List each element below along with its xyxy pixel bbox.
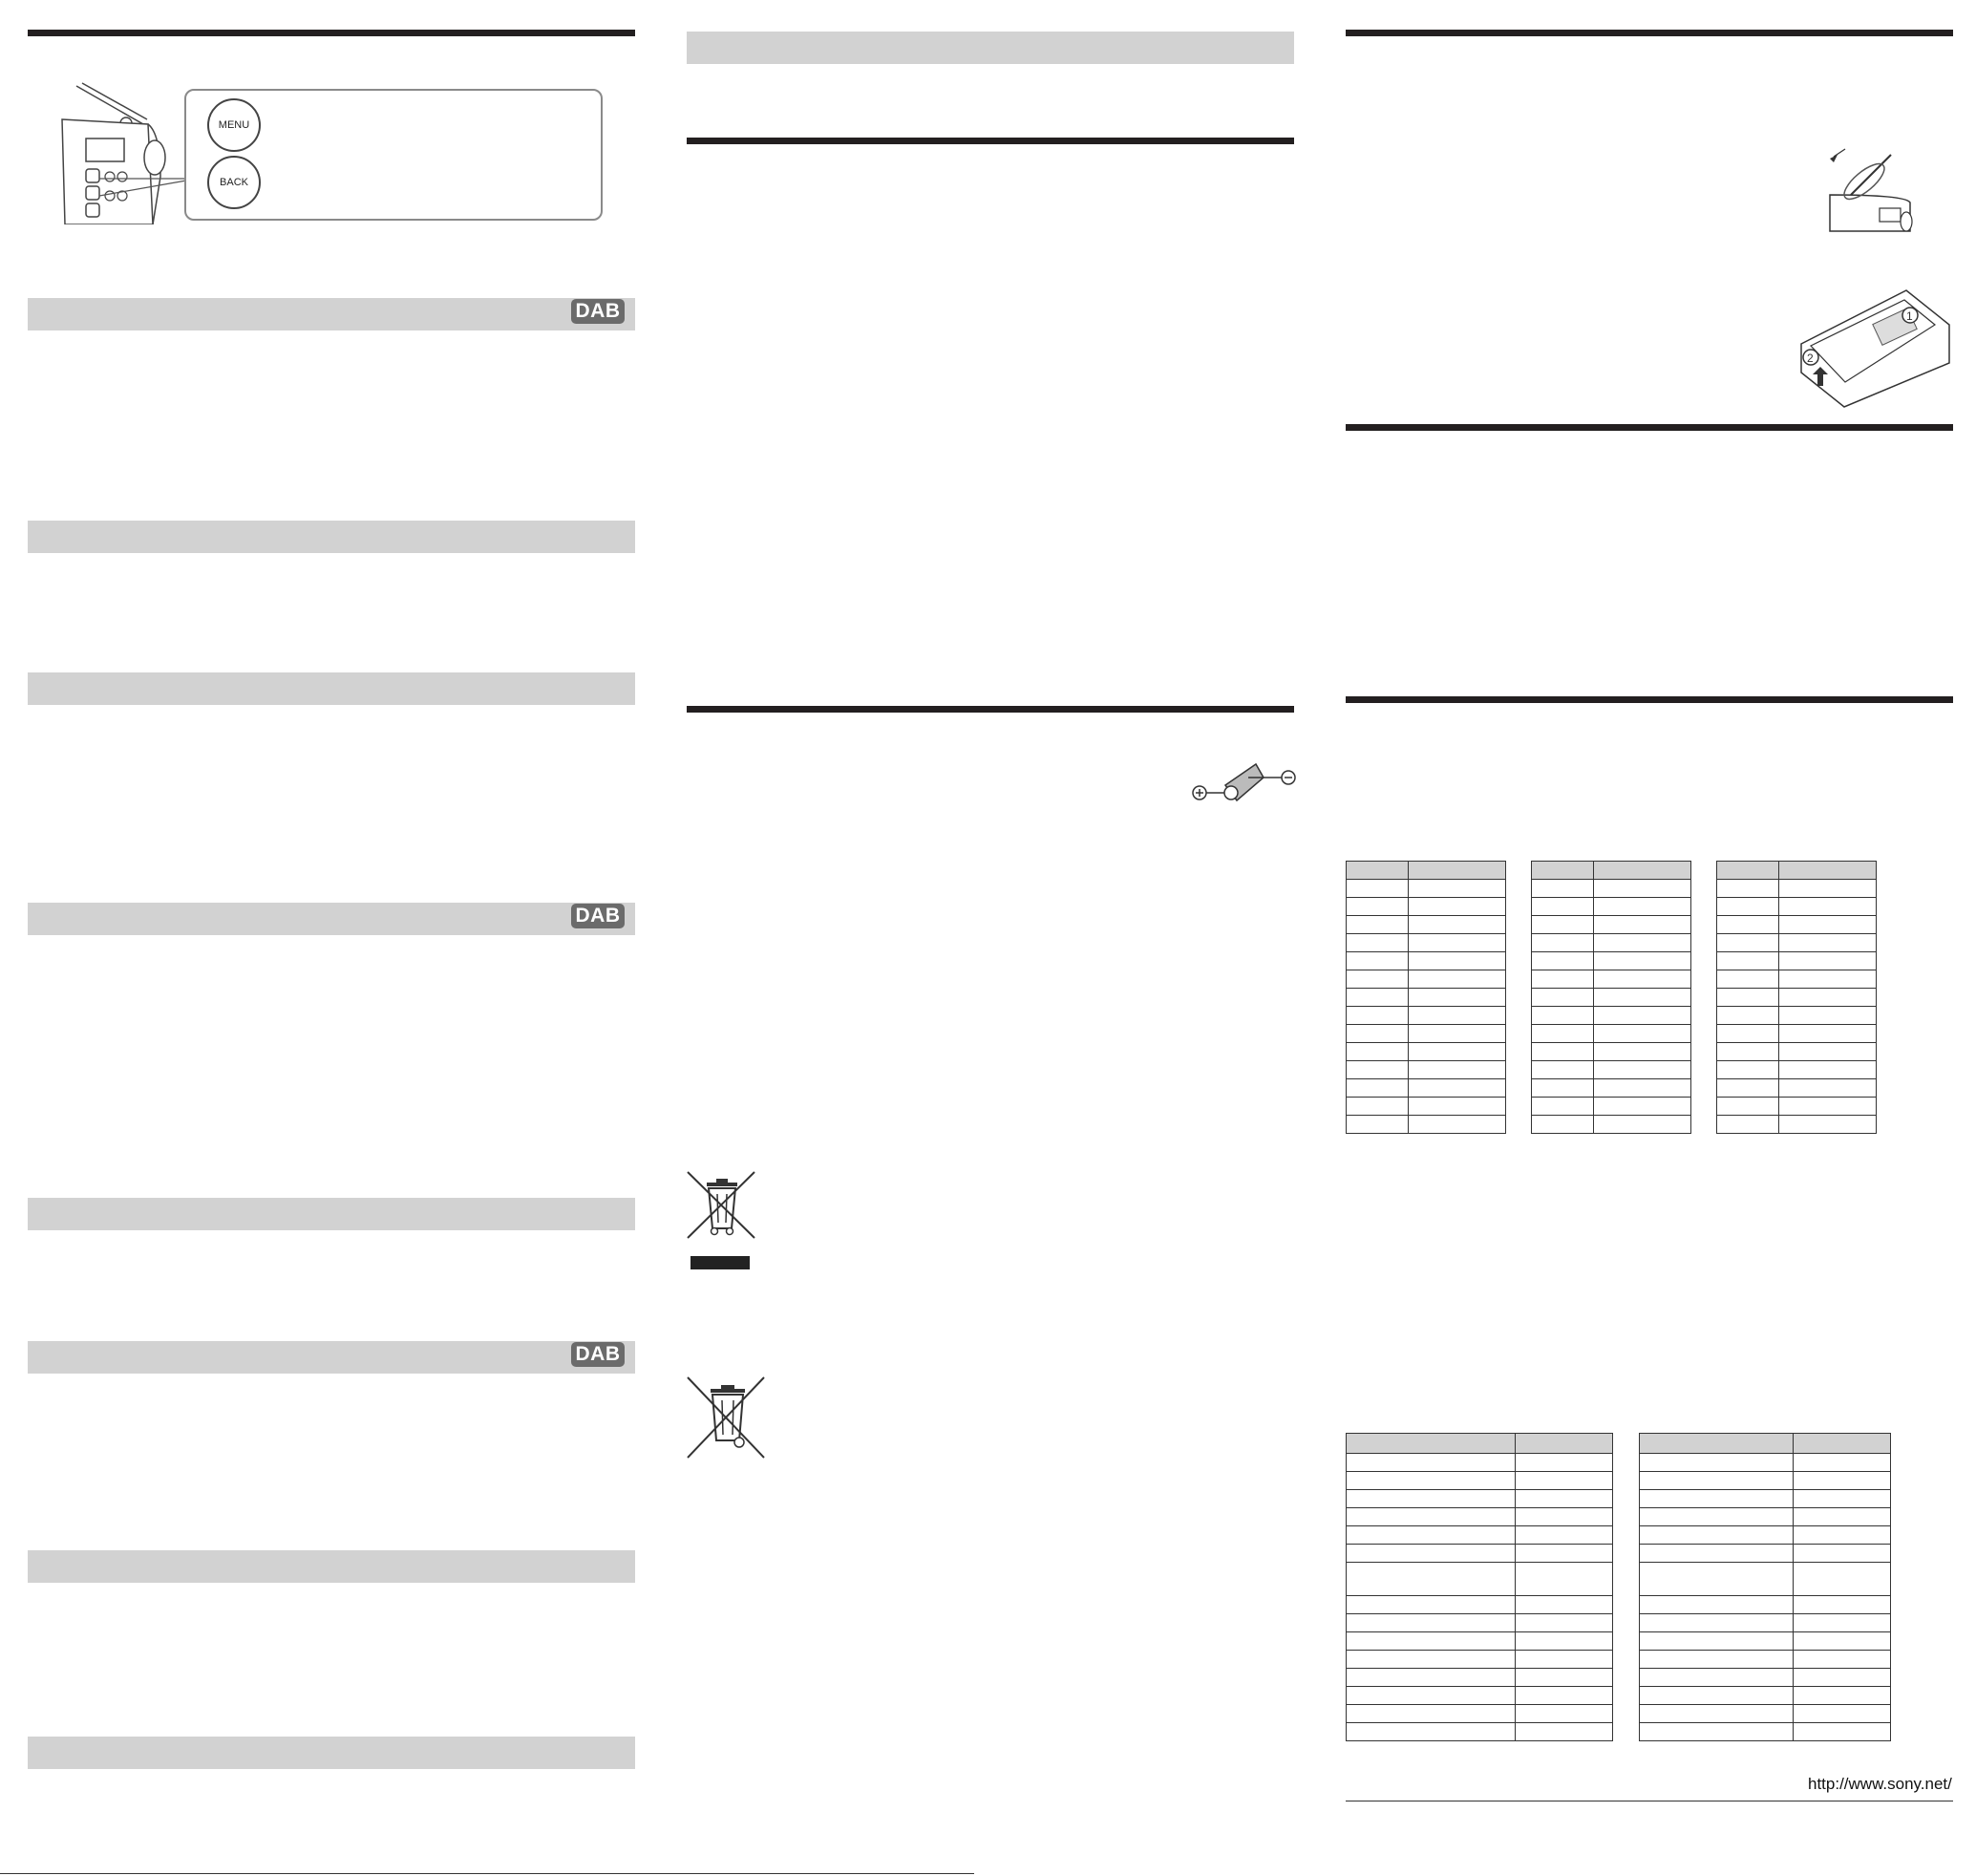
frequency-table	[1716, 861, 1877, 1134]
section-header	[28, 1550, 635, 1583]
section-header	[28, 521, 635, 553]
battery-cover-icon	[1792, 287, 1954, 411]
section-rule	[1346, 696, 1953, 703]
section-header	[28, 903, 635, 935]
crossed-bin-icon	[686, 1169, 758, 1270]
spec-table	[1639, 1433, 1891, 1741]
spec-table	[1346, 1433, 1613, 1741]
dab-badge: DAB	[571, 1342, 625, 1367]
dc-polarity-icon	[1189, 757, 1296, 806]
section-rule	[28, 30, 635, 36]
section-header	[28, 298, 635, 330]
menu-button[interactable]: MENU	[207, 98, 261, 152]
radio-illustration-icon	[57, 81, 191, 224]
trim-line	[0, 1873, 974, 1874]
section-rule	[687, 706, 1294, 713]
frequency-table	[1346, 861, 1506, 1134]
frequency-table	[1531, 861, 1691, 1134]
section-header	[687, 32, 1294, 64]
antenna-adjust-icon	[1824, 145, 1918, 233]
section-rule	[1346, 30, 1953, 36]
section-header	[28, 1737, 635, 1769]
section-header	[28, 672, 635, 705]
section-rule	[1346, 424, 1953, 431]
crossed-bin-icon	[686, 1375, 768, 1461]
back-button[interactable]: BACK	[207, 156, 261, 209]
sony-url-link[interactable]: http://www.sony.net/	[1808, 1775, 1952, 1793]
svg-text:1: 1	[1906, 309, 1913, 323]
svg-text:2: 2	[1807, 352, 1814, 365]
button-callout	[184, 89, 603, 221]
dab-badge: DAB	[571, 299, 625, 324]
section-header	[28, 1198, 635, 1230]
dab-badge: DAB	[571, 904, 625, 928]
section-rule	[687, 138, 1294, 144]
section-header	[28, 1341, 635, 1374]
